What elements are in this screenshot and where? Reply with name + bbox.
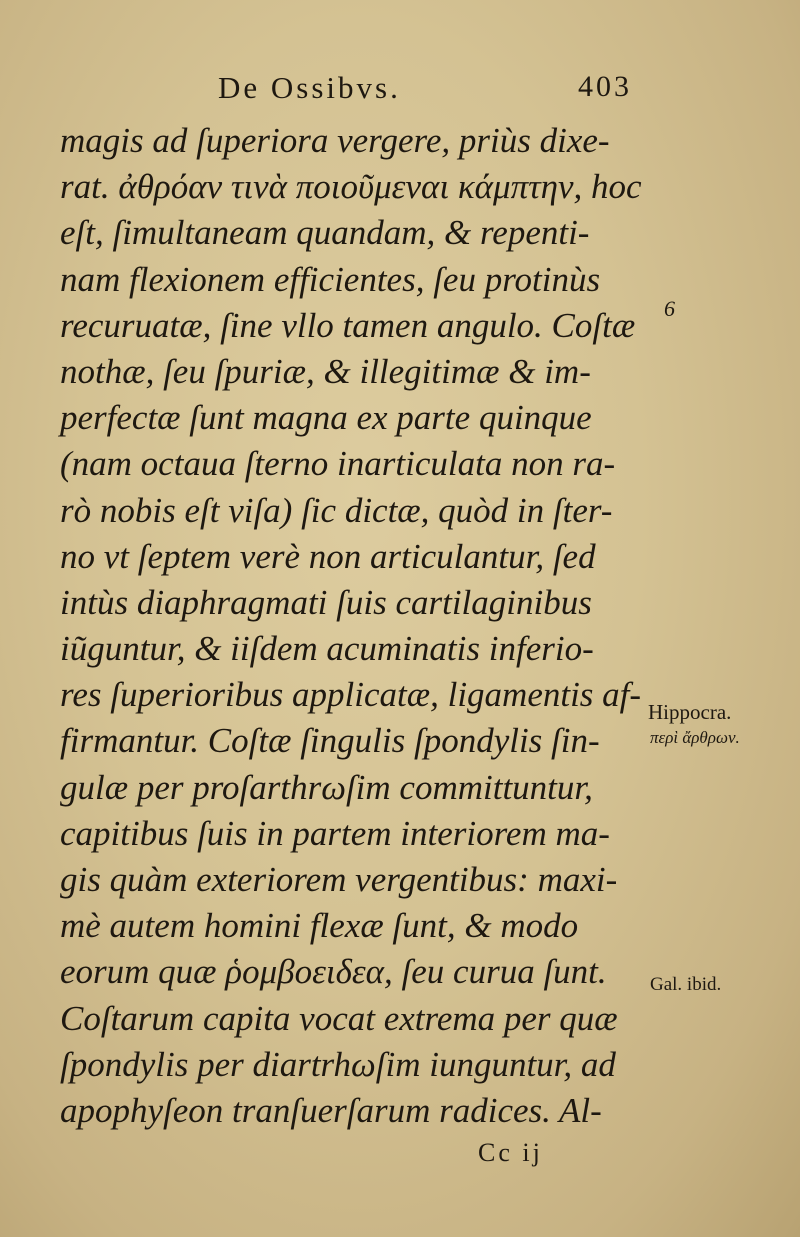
marginal-note-number: 6 (664, 296, 675, 321)
text-line: rat. ἀθρόαν τινὰ ποιοῦμεναι κάμπτην, hoc (60, 167, 642, 207)
signature-mark: Cc ij (478, 1138, 543, 1167)
text-line: nothæ, ſeu ſpuriæ, & illegitimæ & im- (60, 351, 591, 391)
text-line: res ſuperioribus applicatæ, ligamentis af- (60, 675, 642, 715)
text-line: firmantur. Coſtæ ſingulis ſpondylis ſin- (60, 721, 600, 761)
text-line: apophyſeon tranſuerſarum radices. Al- (60, 1090, 602, 1130)
text-line: no vt ſeptem verè non articulantur, ſed (60, 536, 596, 576)
text-line: (nam octaua ſterno inarticulata non ra- (60, 444, 616, 484)
text-line: gulæ per proſarthrωſim committuntur, (60, 767, 593, 807)
running-header (218, 70, 638, 106)
text-line: rò nobis eſt viſa) ſic dictæ, quòd in ſter- (60, 490, 613, 530)
text-line: magis ad ſuperiora vergere, priùs dixe- (60, 121, 610, 160)
text-line: gis quàm exteriorem vergentibus: maxi- (60, 860, 618, 899)
body-text (60, 118, 650, 1134)
text-line: intùs diaphragmati ſuis cartilaginibus (60, 582, 592, 622)
marginal-note-greek-title: περὶ ἄρθρων. (650, 728, 740, 747)
text-line: nam flexionem efficientes, ſeu protinùs (60, 259, 601, 299)
text-line: perfectæ ſunt magna ex parte quinque (60, 398, 592, 438)
marginal-note-hippocrates: Hippocra. (648, 700, 732, 724)
text-line: Coſtarum capita vocat extrema per quæ (60, 998, 618, 1038)
text-line: capitibus ſuis in partem interiorem ma- (60, 813, 610, 853)
marginal-note-galen: Gal. ibid. (650, 974, 722, 995)
text-line: eorum quæ ῥομβοειδεα, ſeu curua ſunt. (60, 952, 607, 992)
header-title: De Ossibvs. (218, 70, 401, 105)
text-line: eſt, ſimultaneam quandam, & repenti- (60, 213, 590, 253)
text-line: recuruatæ, ſine vllo tamen angulo. Coſtæ (60, 305, 636, 345)
text-line: iũguntur, & iiſdem acuminatis inferio- (60, 629, 594, 669)
text-line: mè autem homini flexæ ſunt, & modo (60, 906, 579, 946)
page-number: 403 (578, 70, 632, 103)
text-line: ſpondylis per diartrhωſim iunguntur, ad (60, 1044, 616, 1084)
